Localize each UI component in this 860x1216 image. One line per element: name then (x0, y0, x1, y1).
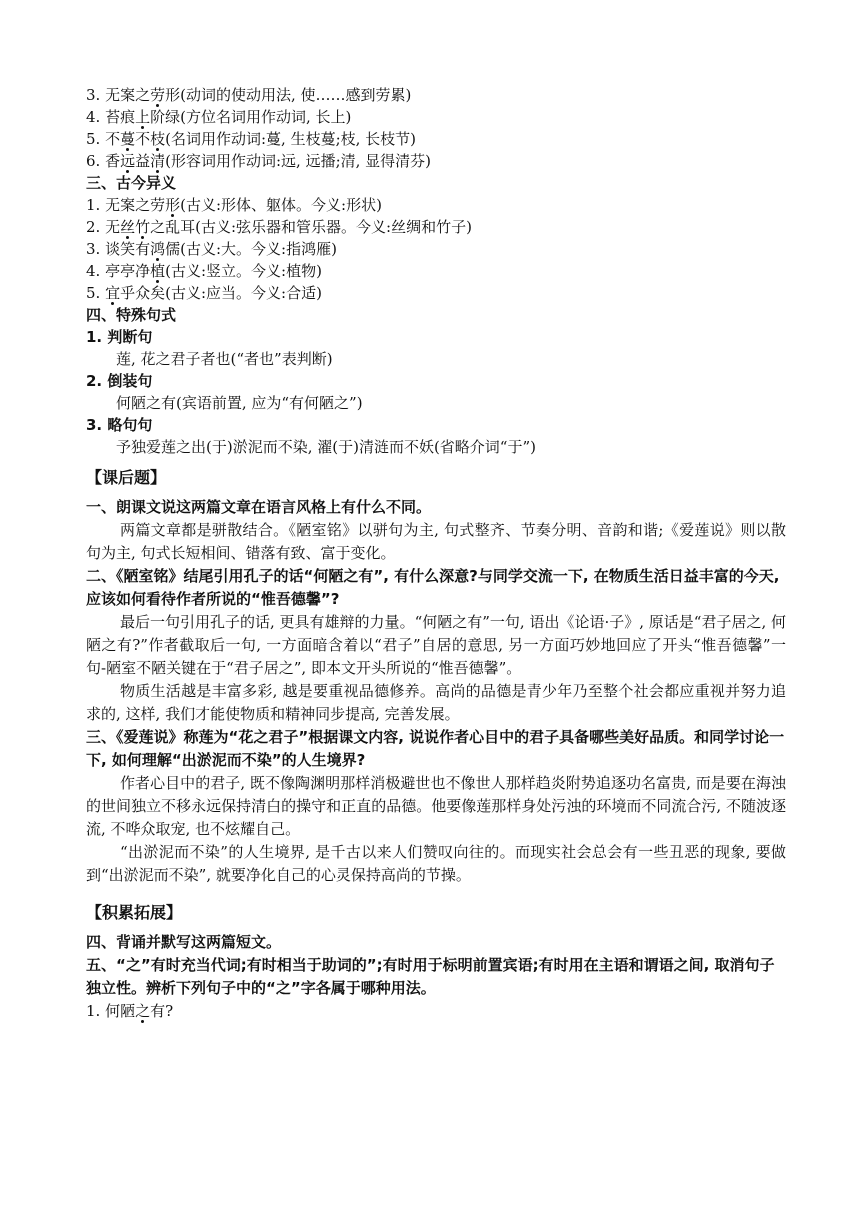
document-page (86, 84, 786, 1022)
question-4: 四、背诵并默写这两篇短文。 (86, 933, 282, 951)
emphasis-char: 劳 (150, 86, 166, 104)
emphasis-char: 形 (165, 196, 181, 214)
juzi-example-3: 予独爱莲之出(于)淤泥而不染, 濯(于)清涟而不妖(省略介词“于”) (116, 438, 536, 456)
emphasis-char: 宜 (105, 284, 121, 302)
usage-item-3: 3. 无案之劳形(动词的使动用法, 使……感到劳累) (86, 86, 412, 104)
juzi-heading-2: 2. 倒装句 (86, 372, 153, 390)
gujin-item-1: 1. 无案之劳形(古义:形体、躯体。今义:形状) (86, 196, 382, 214)
answer-3b: “出淤泥而不染”的人生境界, 是千古以来人们赞叹向往的。而现实社会总会有一些丑恶的现象, 要做到“出淤泥而不染”, 就要净化自己的心灵保持高尚的节操。 (86, 843, 786, 884)
question-3: 三、《爱莲说》称莲为“花之君子”根据课文内容, 说说作者心目中的君子具备哪些美好品质。和同学讨论一下, 如何理解“出淤泥而不染”的人生境界? (86, 728, 785, 769)
emphasis-char: 之 (135, 1002, 151, 1020)
usage-item-4: 4. 苔痕上阶绿(方位名词用作动词, 长上) (86, 108, 352, 126)
emphasis-char: 竹 (135, 218, 151, 236)
juzi-heading-3: 3. 略句句 (86, 416, 153, 434)
juzi-example-1: 莲, 花之君子者也(“者也”表判断) (116, 350, 333, 368)
usage-item-6: 6. 香远益清(形容词用作动词:远, 远播;清, 显得清芬) (86, 152, 432, 170)
section-title-jilei: 【积累拓展】 (86, 903, 183, 922)
emphasis-char: 枝 (150, 130, 166, 148)
gujin-item-5: 5. 宜乎众矣(古义:应当。今义:合适) (86, 284, 322, 302)
answer-1: 两篇文章都是骈散结合。《陋室铭》以骈句为主, 句式整齐、节奏分明、音韵和谐;《爱莲说》则以散句为主, 句式长短相间、错落有致、富于变化。 (86, 521, 786, 562)
section-heading-gujin: 三、古今异义 (86, 174, 177, 192)
answer-2b: 物质生活越是丰富多彩, 越是要重视品德修养。高尚的品德是青少年乃至整个社会都应重视并努力追求的, 这样, 我们才能使物质和精神同步提高, 完善发展。 (86, 682, 786, 723)
emphasis-char: 上 (135, 108, 151, 126)
emphasis-char: 蔓 (120, 130, 136, 148)
juzi-example-2: 何陋之有(宾语前置, 应为“有何陋之”) (116, 394, 363, 412)
question-5: 五、“之”有时充当代词;有时相当于助词的”;有时用于标明前置宾语;有时用在主语和谓语之间, 取消句子独立性。辨析下列句子中的“之”字各属于哪种用法。 (86, 956, 775, 997)
exercise-item-1: 1. 何陋之有? (86, 1002, 174, 1020)
emphasis-char: 鸿 (150, 240, 166, 258)
section-title-kehouti: 【课后题】 (86, 468, 167, 487)
question-2: 二、《陋室铭》结尾引用孔子的话“何陋之有”, 有什么深意?与同学交流一下, 在物质生活日益丰富的今天, 应该如何看待作者所说的“惟吾德馨”? (86, 567, 780, 608)
question-1: 一、朗课文说这两篇文章在语言风格上有什么不同。 (86, 498, 432, 516)
answer-2a: 最后一句引用孔子的话, 更具有雄辩的力量。“何陋之有”一句, 语出《论语·子》, 原话是“君子居之, 何陋之有?”作者截取后一句, 一方面暗含着以“君子”自居的意思, 另一方面巧妙地回应了开头“惟吾德馨”一句-陋室不陋关键在于“君子居之”, 即本文开头所说的“惟吾德馨”。 (86, 613, 786, 677)
emphasis-char: 植 (150, 262, 166, 280)
emphasis-char: 丝 (120, 218, 136, 236)
juzi-heading-1: 1. 判断句 (86, 328, 153, 346)
emphasis-char: 远 (120, 152, 136, 170)
section-heading-juzi: 四、特殊句式 (86, 306, 177, 324)
gujin-item-3: 3. 谈笑有鸿儒(古义:大。今义:指鸿雁) (86, 240, 337, 258)
gujin-item-2: 2. 无丝竹之乱耳(古义:弦乐器和管乐器。今义:丝绸和竹子) (86, 218, 472, 236)
emphasis-char: 清 (150, 152, 166, 170)
answer-3a: 作者心目中的君子, 既不像陶渊明那样消极避世也不像世人那样趋炎附势追逐功名富贵, 而是要在海浊的世间独立不移永远保持清白的操守和正直的品德。他要像莲那样身处污浊的环境而不同流合污, 不随波逐流, 不哗众取宠, 也不炫耀自己。 (86, 774, 786, 838)
gujin-item-4: 4. 亭亭净植(古义:竖立。今义:植物) (86, 262, 322, 280)
usage-item-5: 5. 不蔓不枝(名词用作动词:蔓, 生枝蔓;枝, 长枝节) (86, 130, 417, 148)
